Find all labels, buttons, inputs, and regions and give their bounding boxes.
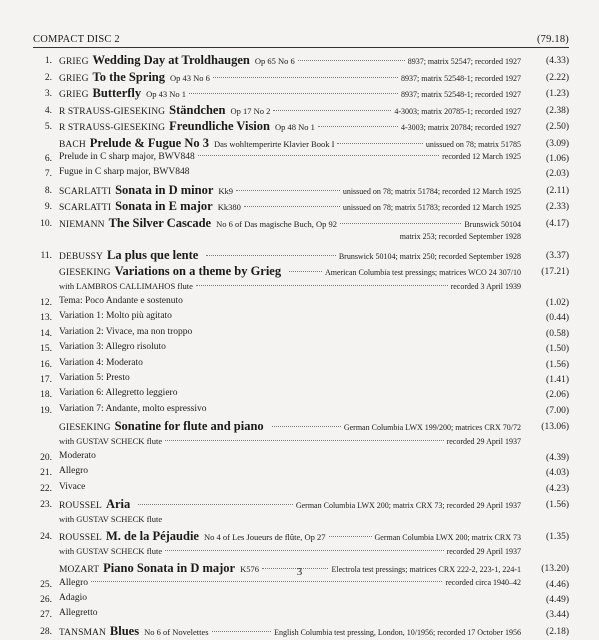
track-number: 1. (44, 56, 52, 66)
track-duration: (0.44) (546, 313, 569, 324)
track-line (59, 199, 521, 216)
work-title: Prelude & Fugue No 3 (89, 135, 210, 150)
movement-title: with GUSTAV SCHECK flute (59, 435, 163, 446)
track-row (0, 404, 599, 419)
track-line (59, 358, 521, 373)
work-detail: No 6 of Das magische Buch, Op 92 (216, 218, 337, 229)
track-number: 28. (40, 626, 52, 637)
work-title: Sonata in D minor (115, 182, 214, 197)
track-heading-row (0, 529, 599, 546)
work-detail: Kk9 (218, 185, 234, 196)
recording-info: 8937; matrix 52548-1; recorded 1927 (401, 73, 521, 83)
track-number: 22. (40, 483, 52, 494)
track-duration: (1.50) (546, 344, 569, 355)
work-title: Butterfly (92, 86, 142, 100)
dot-leader (329, 536, 372, 537)
composer: ROUSSEL (59, 533, 102, 544)
track-row (0, 436, 599, 451)
recording-info: recorded 3 April 1939 (450, 281, 521, 291)
recording-info: German Columbia LWX 200; matrix CRX 73; recorded 29 April 1937 (295, 501, 521, 511)
work-title: La plus que lente (107, 247, 199, 262)
recording-info: 8937; matrix 52547; recorded 1927 (407, 57, 521, 66)
track-number: 18. (40, 390, 52, 401)
track-line (59, 466, 521, 481)
disc-title: COMPACT DISC 2 (33, 34, 120, 45)
track-number: 19. (40, 405, 52, 416)
track-line (59, 419, 521, 436)
track-line (59, 482, 521, 497)
track-duration: (0.58) (546, 328, 569, 339)
track-duration: (2.06) (546, 390, 569, 401)
track-row (0, 514, 599, 529)
track-line (59, 546, 521, 561)
track-number: 5. (44, 122, 52, 132)
track-line (59, 264, 521, 281)
movement-title: Tema: Poco Andante e sostenuto (59, 296, 183, 307)
track-duration: (2.50) (546, 122, 569, 132)
track-line (59, 86, 521, 103)
recording-info: unissued on 78; matrix 51783; recorded 12 March 1925 (342, 203, 521, 213)
track-line (59, 248, 521, 265)
movement-title: with GUSTAV SCHECK flute (59, 513, 163, 524)
track-line (59, 152, 521, 167)
track-line (59, 514, 521, 529)
track-line (59, 593, 521, 608)
track-line (59, 373, 521, 388)
track-number: 16. (40, 359, 52, 370)
work-title: M. de la Péjaudie (105, 529, 199, 544)
track-row (0, 232, 599, 247)
track-number: 12. (40, 298, 52, 309)
track-number: 8. (44, 185, 52, 196)
track-duration: (1.56) (546, 359, 569, 370)
track-line (59, 311, 521, 326)
recording-info: 4-3003; matrix 20784; recorded 1927 (401, 123, 521, 132)
work-title: Wedding Day at Troldhaugen (92, 53, 250, 67)
track-number: 15. (40, 344, 52, 355)
composer: R STRAUSS-GIESEKING (59, 106, 166, 117)
track-number: 24. (40, 532, 52, 543)
track-number: 21. (40, 468, 52, 479)
recording-info: Brunswick 50104 (464, 219, 521, 229)
disc-total-duration: (79.18) (536, 34, 569, 45)
movement-title: Variation 6: Allegretto leggiero (59, 388, 178, 399)
track-duration: (3.09) (546, 138, 569, 149)
track-row (0, 281, 599, 296)
dot-leader (196, 285, 448, 286)
dot-leader (206, 255, 335, 256)
recording-info: recorded 29 April 1937 (446, 436, 521, 446)
track-number: 17. (40, 375, 52, 386)
track-line (59, 529, 521, 546)
dot-leader (272, 426, 341, 427)
recording-info: 8937; matrix 52548-1; recorded 1927 (401, 90, 521, 99)
track-line (59, 404, 521, 419)
composer: GRIEG (59, 57, 89, 67)
track-row (0, 152, 599, 167)
track-number: 25. (40, 579, 52, 590)
track-row (0, 451, 599, 466)
track-duration: (2.38) (546, 105, 569, 116)
page-number: 3 (296, 566, 303, 578)
track-heading-row (0, 624, 599, 640)
track-duration: (4.03) (546, 468, 569, 479)
track-line (59, 281, 521, 296)
work-title: Ständchen (169, 102, 226, 117)
dot-leader (213, 77, 398, 78)
movement-title: Variation 5: Presto (59, 373, 130, 384)
track-number: 10. (40, 218, 52, 229)
composer: BACH (59, 139, 86, 150)
composer: DEBUSSY (59, 251, 103, 262)
track-row (0, 327, 599, 342)
work-title: To the Spring (92, 69, 166, 84)
movement-title: with LAMBROS CALLIMAHOS flute (59, 280, 193, 291)
track-duration: (2.33) (546, 202, 569, 213)
track-duration: (3.37) (546, 250, 569, 261)
dot-leader (298, 60, 405, 61)
movement-title: Prelude in C sharp major, BWV848 (59, 152, 195, 162)
track-duration: (1.23) (546, 89, 569, 99)
movement-title: Fugue in C sharp major, BWV848 (59, 167, 190, 178)
work-detail: Op 48 No 1 (275, 122, 315, 132)
movement-title: Allegro (59, 577, 89, 588)
track-row (0, 546, 599, 561)
track-row (0, 466, 599, 481)
track-heading-row (0, 103, 599, 120)
dot-leader (138, 504, 293, 505)
track-number: 9. (44, 202, 52, 213)
track-line (59, 216, 521, 233)
track-row (0, 358, 599, 373)
composer: SCARLATTI (59, 186, 112, 197)
movement-title: Allegretto (59, 608, 98, 619)
work-detail: Kk380 (217, 202, 241, 213)
composer: GIESEKING (59, 268, 111, 279)
track-line (59, 608, 521, 623)
recording-info: 4-3003; matrix 20785-1; recorded 1927 (394, 106, 521, 116)
track-number: 27. (40, 610, 52, 621)
movement-title: with GUSTAV SCHECK flute (59, 545, 163, 556)
track-number: 20. (40, 453, 52, 464)
dot-leader (165, 550, 443, 551)
track-row (0, 311, 599, 326)
dot-leader (337, 143, 422, 144)
recording-info: English Columbia test pressing, London, 10/1956; recorded 17 October 1956 (274, 627, 521, 637)
track-duration: (4.33) (546, 56, 569, 66)
track-number: 3. (44, 89, 52, 99)
track-duration: (2.11) (546, 185, 569, 196)
track-line (59, 436, 521, 451)
composer: GIESEKING (59, 423, 111, 434)
dot-leader (289, 271, 322, 272)
work-detail: Das wohltemperirte Klavier Book I (214, 138, 335, 149)
track-line (59, 497, 521, 514)
track-duration: (13.20) (541, 564, 569, 575)
work-detail: Op 65 No 6 (254, 56, 295, 66)
track-duration: (1.41) (546, 375, 569, 386)
dot-leader (212, 631, 272, 632)
work-title: Variations on a theme by Grieg (114, 264, 282, 279)
track-heading-row (0, 53, 599, 70)
recording-info: unissued on 78; matrix 51785 (425, 139, 521, 149)
composer: R STRAUSS-GIESEKING (59, 123, 166, 133)
movement-title: Moderato (59, 451, 96, 462)
track-duration: (4.23) (546, 483, 569, 494)
recording-info: German Columbia LWX 200; matrix CRX 73 (374, 533, 521, 543)
track-duration: (2.18) (546, 626, 569, 637)
track-row (0, 578, 599, 593)
dot-leader (189, 93, 398, 94)
track-heading-row (0, 497, 599, 514)
dot-leader (236, 190, 340, 191)
recording-info: matrix 253; recorded September 1928 (399, 232, 521, 242)
recording-info: recorded 29 April 1937 (446, 546, 521, 556)
composer: GRIEG (59, 90, 89, 100)
track-number: 11. (40, 250, 52, 261)
recording-info: Electrola test pressings; matrices CRX 222-2, 223-1, 224-1 (331, 565, 521, 575)
movement-title: Allegro (59, 466, 89, 477)
track-heading-row (0, 136, 599, 153)
track-line (59, 183, 521, 200)
track-line (59, 342, 521, 357)
recording-info: unissued on 78; matrix 51784; recorded 12 March 1925 (342, 186, 521, 196)
track-line (59, 388, 521, 403)
composer: SCARLATTI (59, 203, 112, 214)
track-number: 14. (40, 328, 52, 339)
track-number: 6. (44, 154, 52, 164)
track-line (59, 70, 521, 87)
work-title: Sonatine for flute and piano (114, 419, 264, 434)
track-line (59, 103, 521, 120)
track-duration: (4.46) (546, 579, 569, 590)
track-duration: (1.02) (546, 298, 569, 309)
dot-leader (340, 223, 461, 224)
dot-leader (318, 126, 398, 127)
track-duration: (1.35) (546, 532, 569, 543)
composer: GRIEG (59, 73, 89, 84)
movement-title: Variation 7: Andante, molto espressivo (59, 403, 207, 414)
track-row (0, 608, 599, 623)
track-heading-row (0, 70, 599, 87)
recording-info: German Columbia LWX 199/200; matrices CRX 70/72 (343, 423, 521, 433)
track-heading-row (0, 199, 599, 216)
track-row (0, 342, 599, 357)
track-number: 26. (40, 594, 52, 605)
track-duration: (2.22) (546, 72, 569, 83)
track-row (0, 388, 599, 403)
composer: NIEMANN (59, 219, 105, 230)
track-duration: (2.03) (546, 169, 569, 180)
composer: ROUSSEL (59, 501, 102, 512)
track-row (0, 373, 599, 388)
dot-leader (91, 581, 442, 582)
work-detail: No 4 of Les Joueurs de flûte, Op 27 (203, 532, 326, 543)
track-row (0, 296, 599, 311)
recording-info: recorded circa 1940–42 (445, 577, 521, 587)
track-number: 23. (40, 500, 52, 511)
track-line (59, 136, 521, 153)
work-detail: K576 (240, 564, 259, 575)
movement-title: Vivace (59, 481, 86, 492)
work-detail: Op 43 No 6 (170, 72, 210, 83)
track-duration: (13.06) (541, 422, 569, 433)
track-line (59, 327, 521, 342)
track-number: 13. (40, 313, 52, 324)
track-duration: (7.00) (546, 405, 569, 416)
track-duration: (4.17) (546, 218, 569, 229)
dot-leader (165, 440, 443, 441)
track-duration: (4.39) (546, 453, 569, 464)
track-line (59, 167, 521, 182)
work-detail: No 6 of Novelettes (144, 626, 209, 637)
work-title: Blues (109, 623, 140, 638)
track-duration: (1.56) (546, 500, 569, 511)
dot-leader (273, 110, 391, 111)
track-heading-row (0, 419, 599, 436)
composer: MOZART (59, 565, 100, 576)
track-row (0, 482, 599, 497)
track-duration: (1.06) (546, 154, 569, 164)
track-heading-row (0, 86, 599, 103)
work-title: Piano Sonata in D major (103, 561, 236, 576)
composer: TANSMAN (59, 627, 106, 638)
disc-header (33, 33, 569, 47)
recording-info: Brunswick 50104; matrix 250; recorded September 1928 (338, 251, 521, 261)
track-line (59, 624, 521, 640)
header-rule (33, 47, 569, 48)
track-heading-row (0, 248, 599, 265)
track-line (59, 232, 521, 247)
track-duration: (3.44) (546, 610, 569, 621)
track-line (59, 296, 521, 311)
track-line (59, 119, 521, 136)
track-duration: (4.49) (546, 594, 569, 605)
work-title: The Silver Cascade (108, 215, 212, 230)
movement-title: Variation 1: Molto più agitato (59, 311, 172, 322)
work-title: Freundliche Vision (169, 119, 270, 133)
movement-title: Variation 3: Allegro risoluto (59, 342, 166, 353)
track-line (59, 451, 521, 466)
track-heading-row (0, 264, 599, 281)
track-line (59, 53, 521, 70)
work-detail: Op 43 No 1 (146, 89, 187, 99)
track-row (0, 593, 599, 608)
recording-info: recorded 12 March 1925 (442, 152, 521, 161)
work-title: Aria (105, 497, 131, 512)
dot-leader (244, 206, 340, 207)
track-heading-row (0, 216, 599, 233)
track-number: 4. (44, 105, 52, 116)
track-heading-row (0, 183, 599, 200)
track-heading-row (0, 119, 599, 136)
track-line (59, 578, 521, 593)
track-list (0, 53, 599, 640)
track-row (0, 167, 599, 182)
track-duration: (17.21) (541, 267, 569, 278)
track-number: 7. (44, 169, 52, 180)
movement-title: Adagio (59, 592, 87, 603)
track-number: 2. (44, 72, 52, 83)
work-detail: Op 17 No 2 (230, 105, 271, 116)
work-title: Sonata in E major (115, 199, 213, 214)
movement-title: Variation 4: Moderato (59, 357, 143, 368)
movement-title: Variation 2: Vivace, ma non troppo (59, 326, 193, 337)
recording-info: American Columbia test pressings; matrices WCO 24 307/10 (324, 268, 521, 278)
dot-leader (198, 155, 439, 156)
